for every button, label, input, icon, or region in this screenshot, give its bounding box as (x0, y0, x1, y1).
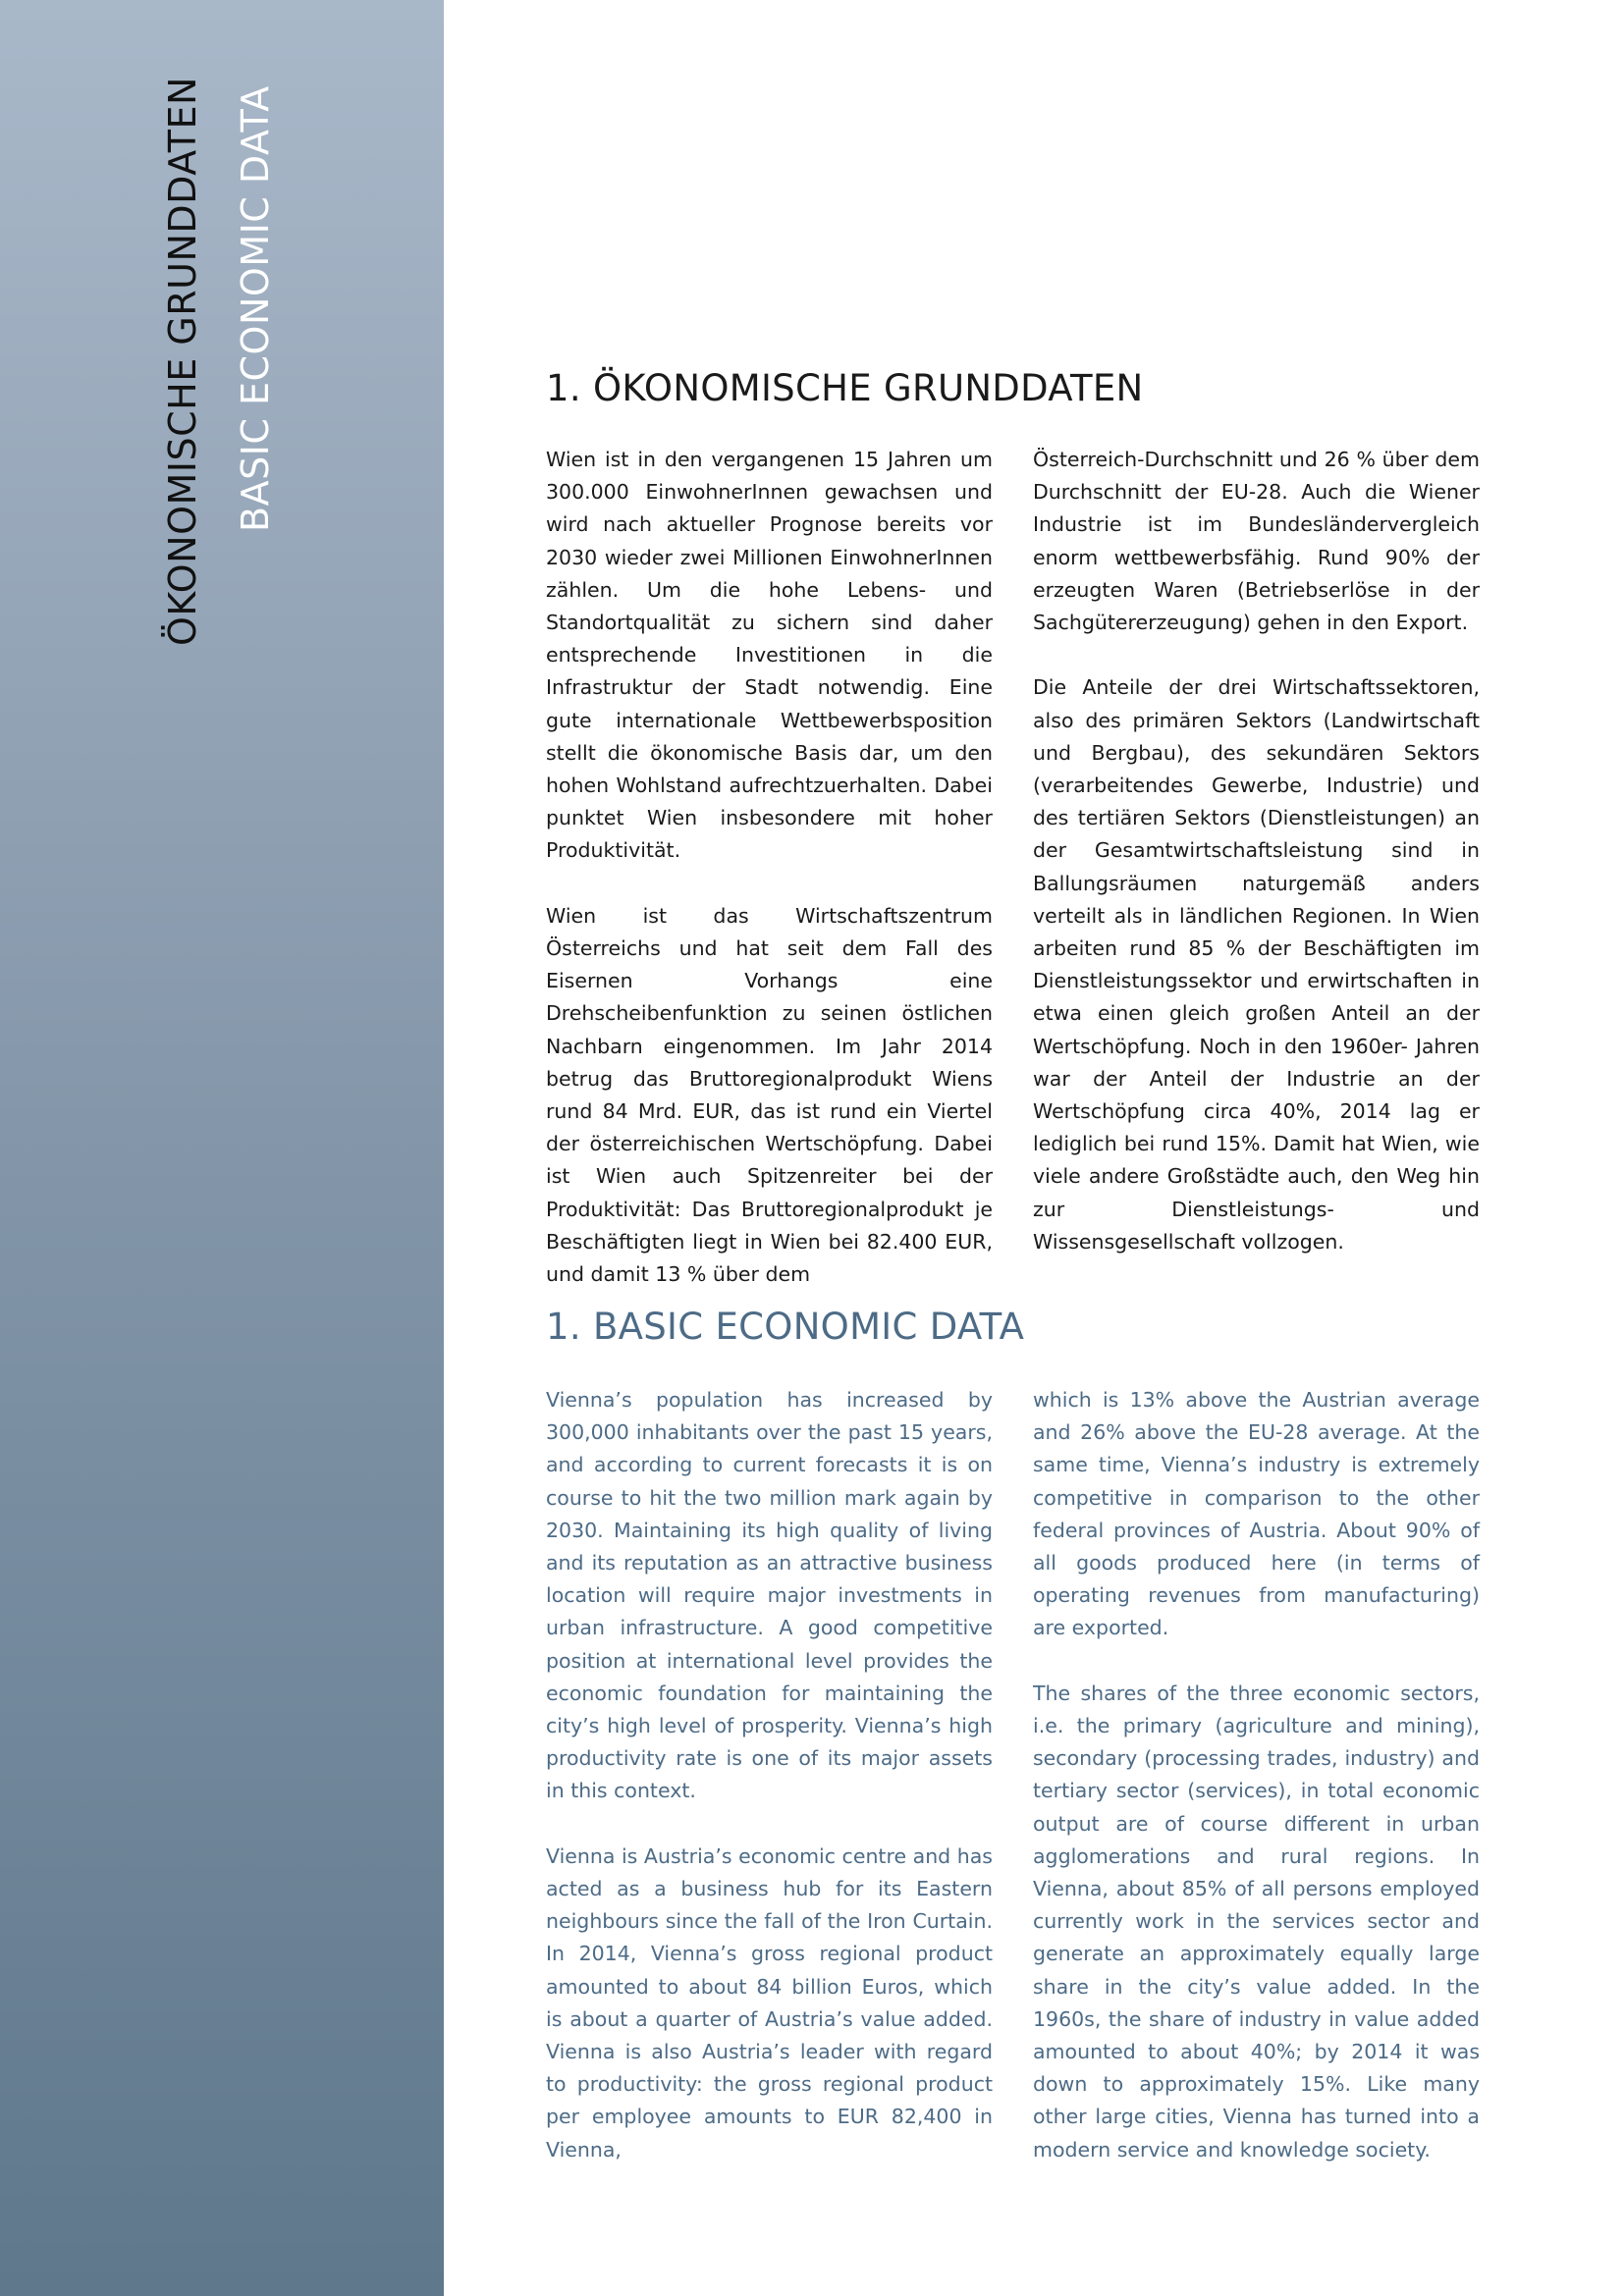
english-section-heading: 1. BASIC ECONOMIC DATA (546, 1306, 1025, 1348)
english-paragraph: which is 13% above the Austrian average and 26% above the EU-28 average. At the same time, Vienna’s industry is extremely competitive in comparison to the other federal provinces of Austria. About 90% of all goods produced here (in terms of operating revenues from manufacturing) are exported. (1033, 1388, 1480, 1640)
english-paragraph: The shares of the three economic sectors, i.e. the primary (agriculture and mining), secondary (processing trades, industry) and tertiary sector (services), in total economic output are of course different in urban agglomerations and rural regions. In Vienna, about 85% of all persons employed currently work in the services sector and generate an approximately equally large share in the city’s value added. In the 1960s, the share of industry in value added amounted to about 40%; by 2014 it was down to approximately 15%. Like many other large cities, Vienna has turned into a modern service and knowledge society. (1033, 1681, 1480, 2162)
german-column-right (1033, 444, 1480, 1258)
german-paragraph: Österreich-Durchschnitt und 26 % über dem Durchschnitt der EU-28. Auch die Wiener Industrie ist im Bundesländervergleich enorm wettbewerbsfähig. Rund 90% der erzeugten Waren (Betriebserlöse in der Sachgütererzeugung) gehen in den Export. (1033, 448, 1480, 635)
english-paragraph: Vienna’s population has increased by 300,000 inhabitants over the past 15 years, and according to current forecasts it is on course to hit the two million mark again by 2030. Maintaining its high quality of living and its reputation as an attractive business location will require major investments in urban infrastructure. A good competitive position at international level provides the economic foundation for maintaining the city’s high level of prosperity. Vienna’s high productivity rate is one of its major assets in this context. (546, 1388, 993, 1803)
sidebar-band (0, 0, 444, 2296)
german-paragraph: Die Anteile der drei Wirtschaftssektoren, also des primären Sektors (Landwirtschaft und Bergbau), des sekundären Sektors (verarbeitendes Gewerbe, Industrie) und des tertiären Sektors (Dienstleistungen) an der Gesamtwirtschaftsleistung sind in Ballungsräumen naturgemäß anders verteilt als in ländlichen Regionen. In Wien arbeiten rund 85 % der Beschäftigten im Dienstleistungssektor und erwirtschaften in etwa einen gleich großen Anteil an der Wertschöpfung. Noch in den 1960er- Jahren war der Anteil der Industrie an der Wertschöpfung circa 40%, 2014 lag er lediglich bei rund 15%. Damit hat Wien, wie viele andere Großstädte auch, den Weg hin zur Dienstleistungs- und Wissensgesellschaft vollzogen. (1033, 675, 1480, 1254)
sidebar-title-english: BASIC ECONOMIC DATA (234, 85, 277, 532)
english-paragraph: Vienna is Austria’s economic centre and has acted as a business hub for its Eastern neighbours since the fall of the Iron Curtain. In 2014, Vienna’s gross regional product amounted to about 84 billion Euros, which is about a quarter of Austria’s value added. Vienna is also Austria’s leader with regard to productivity: the gross regional product per employee amounts to EUR 82,400 in Vienna, (546, 1843, 993, 2162)
german-section-heading: 1. ÖKONOMISCHE GRUNDDATEN (546, 367, 1144, 409)
sidebar-title-german: ÖKONOMISCHE GRUNDDATEN (161, 77, 204, 646)
english-column-right (1033, 1384, 1480, 2166)
german-column-left (546, 444, 993, 1291)
german-paragraph: Wien ist das Wirtschaftszentrum Österreichs und hat seit dem Fall des Eisernen Vorhangs eine Drehscheibenfunktion zu seinen östlichen Nachbarn eingenommen. Im Jahr 2014 betrug das Bruttoregionalprodukt Wiens rund 84 Mrd. EUR, das ist rund ein Viertel der österreichischen Wertschöpfung. Dabei ist Wien auch Spitzenreiter bei der Produktivität: Das Bruttoregionalprodukt je Beschäftigten liegt in Wien bei 82.400 EUR, und damit 13 % über dem (546, 903, 993, 1287)
german-paragraph: Wien ist in den vergangenen 15 Jahren um 300.000 EinwohnerInnen gewachsen und wird nach aktueller Prognose bereits vor 2030 wieder zwei Millionen EinwohnerInnen zählen. Um die hohe Lebens- und Standortqualität zu sichern sind daher entsprechende Investitionen in die Infrastruktur der Stadt notwendig. Eine gute internationale Wettbewerbsposition stellt die ökonomische Basis dar, um den hohen Wohlstand aufrechtzuerhalten. Dabei punktet Wien insbesondere mit hoher Produktivität. (546, 448, 993, 863)
english-column-left (546, 1384, 993, 2166)
